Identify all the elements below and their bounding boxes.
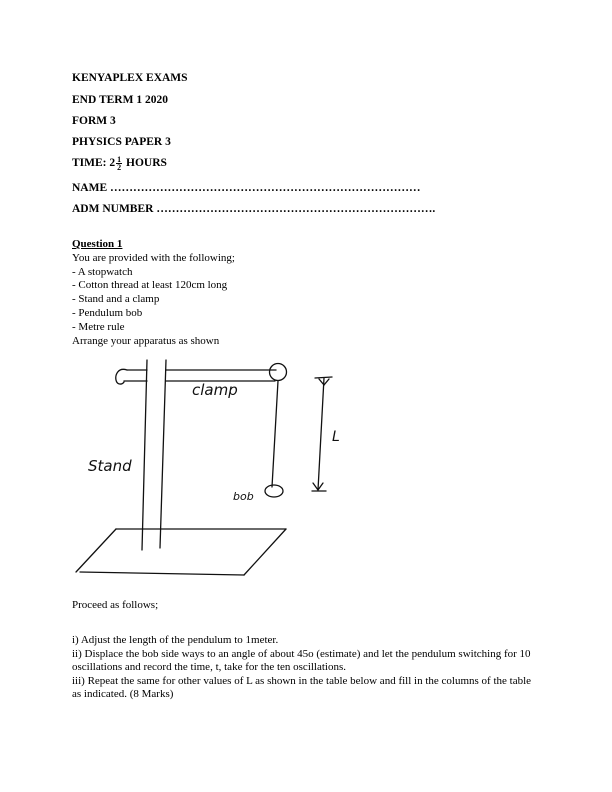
list-item: - Stand and a clamp xyxy=(72,293,160,306)
form-heading: FORM 3 xyxy=(72,115,116,127)
pendulum-string xyxy=(272,381,278,487)
clamp-label: clamp xyxy=(192,381,238,399)
length-label: L xyxy=(332,429,340,445)
time-unit: HOURS xyxy=(126,157,167,170)
stand-rod-left xyxy=(142,360,147,550)
procedure-steps xyxy=(72,634,542,702)
pivot-icon xyxy=(270,364,287,381)
length-arrow xyxy=(318,378,324,490)
pendulum-apparatus-diagram xyxy=(60,355,360,595)
clamp-knob-icon xyxy=(116,369,127,384)
name-field[interactable]: NAME ……………………………………………………………………… xyxy=(72,182,421,194)
step-2: ii) Displace the bob side ways to an angle of about 45o (estimate) and let the pendulum switching for 10 oscillations and record the time, t, take for the ten oscillations. xyxy=(72,647,531,674)
question-title: Question 1 xyxy=(72,238,123,250)
question-intro: You are provided with the following; xyxy=(72,251,235,264)
list-item: - Cotton thread at least 120cm long xyxy=(72,279,228,292)
base-front-edge xyxy=(80,572,244,575)
list-item: - Metre rule xyxy=(72,320,125,333)
proceed-instruction: Proceed as follows; xyxy=(72,599,159,611)
bob-label: bob xyxy=(233,490,254,503)
list-item: - Pendulum bob xyxy=(72,306,143,319)
adm-number-field[interactable]: ADM NUMBER ………………………………………………………………. xyxy=(72,203,436,215)
step-1: i) Adjust the length of the pendulum to 1meter. xyxy=(72,634,279,646)
time-label: TIME: 2 xyxy=(72,157,116,170)
time-fraction: $\frac{1}{2}$ xyxy=(117,155,122,172)
stand-rod-right xyxy=(160,360,166,548)
institution-heading: KENYAPLEX EXAMS xyxy=(72,72,188,84)
paper-heading: PHYSICS PAPER 3 xyxy=(72,136,171,148)
bob-icon xyxy=(265,485,283,497)
apparatus-list xyxy=(72,266,235,335)
question-block xyxy=(72,238,235,348)
stand-label: Stand xyxy=(88,457,132,475)
arrange-instruction: Arrange your apparatus as shown xyxy=(72,334,220,347)
list-item: - A stopwatch xyxy=(72,265,133,278)
base-right-edge xyxy=(244,529,286,575)
time-heading xyxy=(72,156,167,171)
step-3: iii) Repeat the same for other values of L as shown in the table below and fill in the columns of the table as indicated. (8 Marks) xyxy=(72,674,532,701)
exam-term-heading: END TERM 1 2020 xyxy=(72,94,168,106)
base-left-edge xyxy=(76,529,116,572)
